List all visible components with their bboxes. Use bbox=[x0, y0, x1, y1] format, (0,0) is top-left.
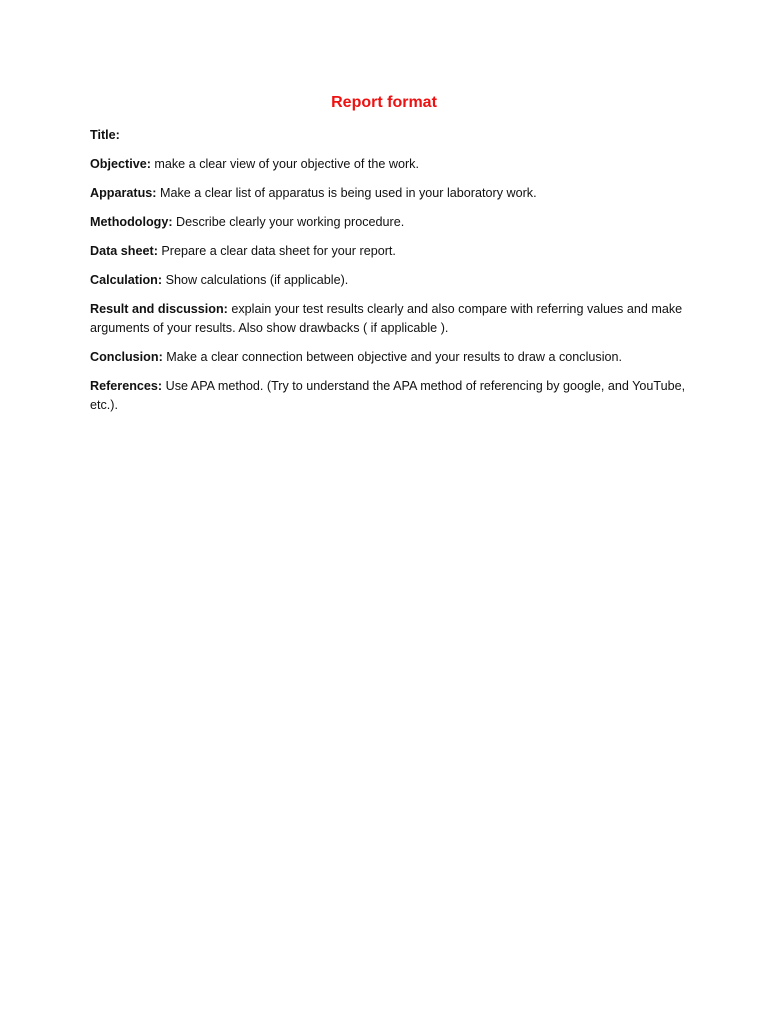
document-title: Report format bbox=[331, 94, 437, 111]
field-label: References: bbox=[90, 379, 163, 393]
field-text: explain your test results clearly and also compare with referring values and make arguments of your results. Also show drawbacks ( if applicable ). bbox=[90, 302, 683, 335]
field-text: Make a clear list of apparatus is being used in your laboratory work. bbox=[159, 186, 537, 200]
field-label: Conclusion: bbox=[90, 350, 163, 364]
field-title bbox=[90, 126, 686, 145]
field-label: Methodology: bbox=[90, 215, 173, 229]
field-text: make a clear view of your objective of the work. bbox=[154, 157, 419, 171]
field-label: Result and discussion: bbox=[90, 302, 228, 316]
field-text: Prepare a clear data sheet for your report. bbox=[161, 244, 396, 258]
field-apparatus bbox=[90, 184, 686, 203]
field-label: Title: bbox=[90, 128, 120, 142]
field-text: Show calculations (if applicable). bbox=[165, 273, 349, 287]
field-result-and-discussion bbox=[90, 300, 686, 338]
field-calculation bbox=[90, 271, 686, 290]
field-label: Data sheet: bbox=[90, 244, 158, 258]
field-text: Use APA method. (Try to understand the APA method of referencing by google, and YouTube, etc.). bbox=[90, 379, 686, 412]
field-data-sheet bbox=[90, 242, 686, 261]
report-field-list bbox=[90, 126, 686, 425]
field-references bbox=[90, 377, 686, 415]
field-label: Calculation: bbox=[90, 273, 163, 287]
field-label: Objective: bbox=[90, 157, 151, 171]
field-methodology bbox=[90, 213, 686, 232]
field-text: Describe clearly your working procedure. bbox=[176, 215, 405, 229]
field-conclusion bbox=[90, 348, 686, 367]
field-objective bbox=[90, 155, 686, 174]
field-text: Make a clear connection between objective and your results to draw a conclusion. bbox=[166, 350, 622, 364]
field-label: Apparatus: bbox=[90, 186, 157, 200]
